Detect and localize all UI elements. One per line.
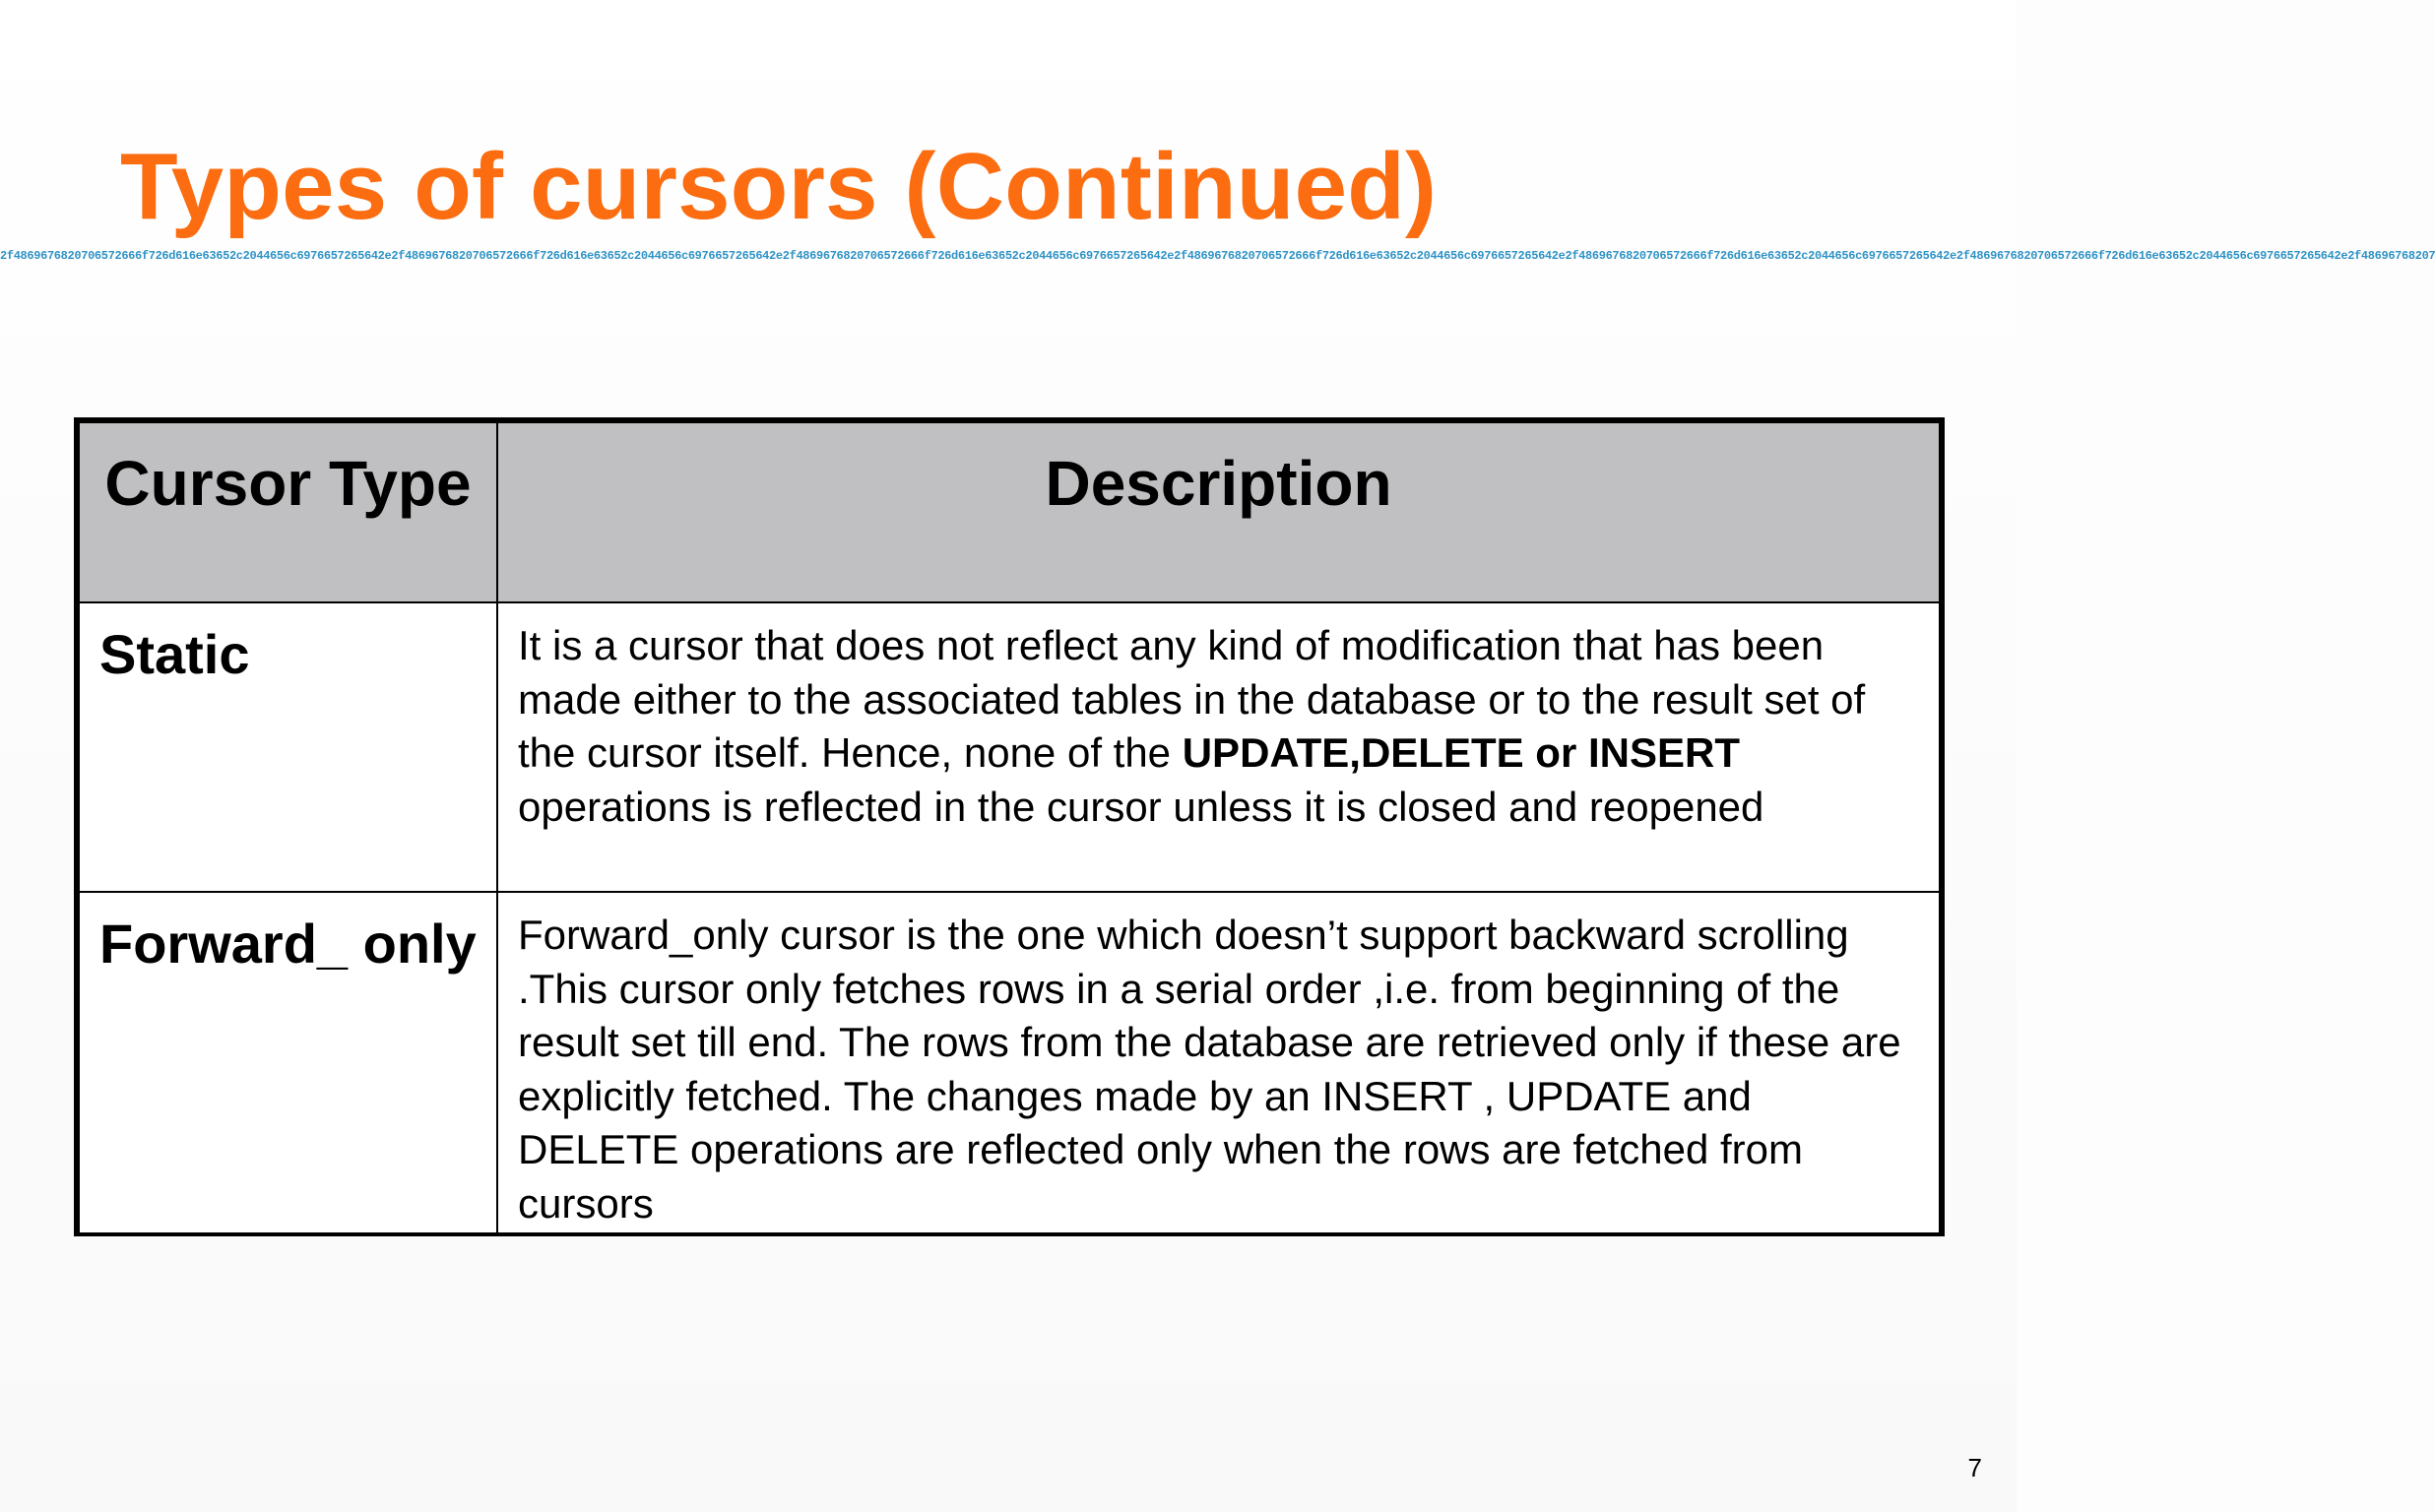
cursor-type-header: Cursor Type: [79, 422, 497, 602]
static-description-text-2: operations is reflected in the cursor unless it is closed and reopened: [518, 783, 1764, 830]
page-number: 7: [1967, 1453, 1982, 1482]
static-description-operations: UPDATE,DELETE or INSERT: [1182, 729, 1740, 776]
hex-watermark-strip: 2f4869676820706572666f726d616e63652c2044656c6976657265642e2f4869676820706572666f726d616e63652c2044656c6976657265642e2f4869676820706572666f726d616e63652c2044656c6976657265642e2f4869676820706572666f726d616e63652c2044656c6976657265642e2f4869676820706572666f726d616e63652c2044656c6976657265642e2f4869676820706572666f726d616e63652c2044656c6976657265642e2f48696768207: [0, 249, 2435, 263]
table-row-forward-only: [79, 892, 1940, 1235]
static-description: [497, 602, 1940, 892]
cursor-types-grid: [78, 421, 1941, 1236]
table-header-row: [79, 422, 1940, 602]
cursor-types-table: [74, 417, 1945, 1236]
cursor-type-static: Static: [79, 602, 497, 892]
description-header: Description: [497, 422, 1940, 602]
slide-title: Types of cursors (Continued): [120, 134, 1438, 239]
static-description-text-1: It is a cursor that does not reflect any kind of modification that has been made either to the associated tables in the database or to the result set of the cursor itself. Hence, none of the: [518, 622, 1866, 776]
forward-only-description: Forward_only cursor is the one which doesn’t support backward scrolling .This cursor only fetches rows in a serial order ,i.e. from beginning of the result set till end. The rows from the database are retrieved only if these are explicitly fetched. The changes made by an INSERT , UPDATE and DELETE operations are reflected only when the rows are fetched from cursors: [497, 892, 1940, 1235]
table-row-static: [79, 602, 1940, 892]
cursor-type-forward-only: Forward_ only: [79, 892, 497, 1235]
